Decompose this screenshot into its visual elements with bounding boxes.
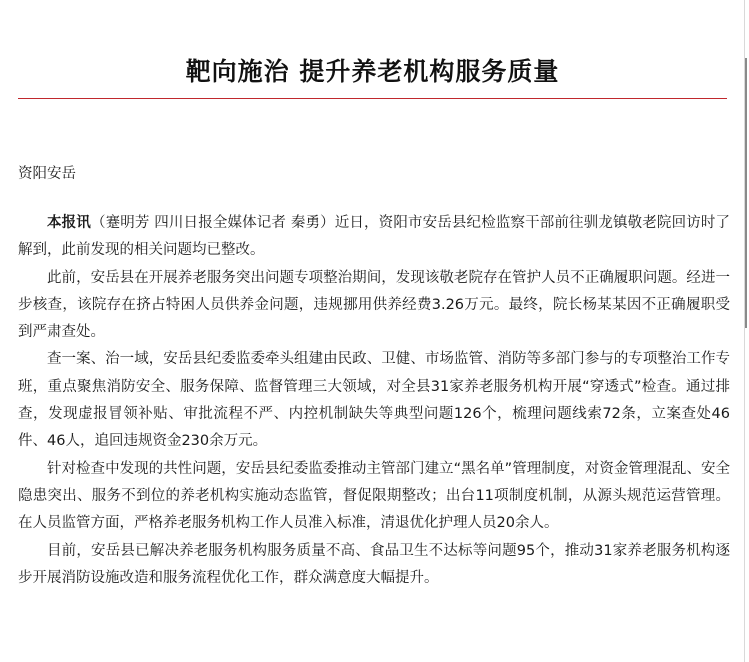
paragraph: 查一案、治一域，安岳县纪委监委牵头组建由民政、卫健、市场监管、消防等多部门参与的专项整治工作专班，重点聚焦消防安全、服务保障、监督管理三大领域，对全县31家养老服务机构开展“穿透式”检查。通过排查，发现虚报冒领补贴、审批流程不严、内控机制缺失等典型问题126个，梳理问题线索72条，立案查处46件、46人，追回违规资金230余万元。 xyxy=(18,351,730,450)
article-body xyxy=(18,210,730,592)
title-divider xyxy=(18,98,727,99)
paragraph: 针对检查中发现的共性问题，安岳县纪委监委推动主管部门建立“黑名单”管理制度，对资金管理混乱、安全隐患突出、服务不到位的养老机构实施动态监管，督促限期整改；出台11项制度机制，从源头规范运营管理。在人员监管方面，严格养老服务机构工作人员准入标准，清退优化护理人员20余人。 xyxy=(18,460,730,532)
paragraph-lead xyxy=(18,210,730,265)
paragraph: 目前，安岳县已解决养老服务机构服务质量不高、食品卫生不达标等问题95个，推动31家养老服务机构逐步开展消防设施改造和服务流程优化工作，群众满意度大幅提升。 xyxy=(18,542,730,586)
paragraph: 此前，安岳县在开展养老服务突出问题专项整治期间，发现该敬老院存在管护人员不正确履职问题。经进一步核查，该院存在挤占特困人员供养金问题，违规挪用供养经费3.26万元。最终，院长杨某某因不正确履职受到严肃查处。 xyxy=(18,269,730,341)
article-title: 靶向施治 提升养老机构服务质量 xyxy=(185,57,560,86)
paragraph-text: （蹇明芳 四川日报全媒体记者 秦勇）近日，资阳市安岳县纪检监察干部前往驯龙镇敬老院回访时了解到，此前发现的相关问题均已整改。 xyxy=(18,215,731,259)
scroll-indicator xyxy=(745,58,747,328)
lead-label: 本报讯 xyxy=(47,215,91,231)
dateline: 资阳安岳 xyxy=(18,166,76,182)
